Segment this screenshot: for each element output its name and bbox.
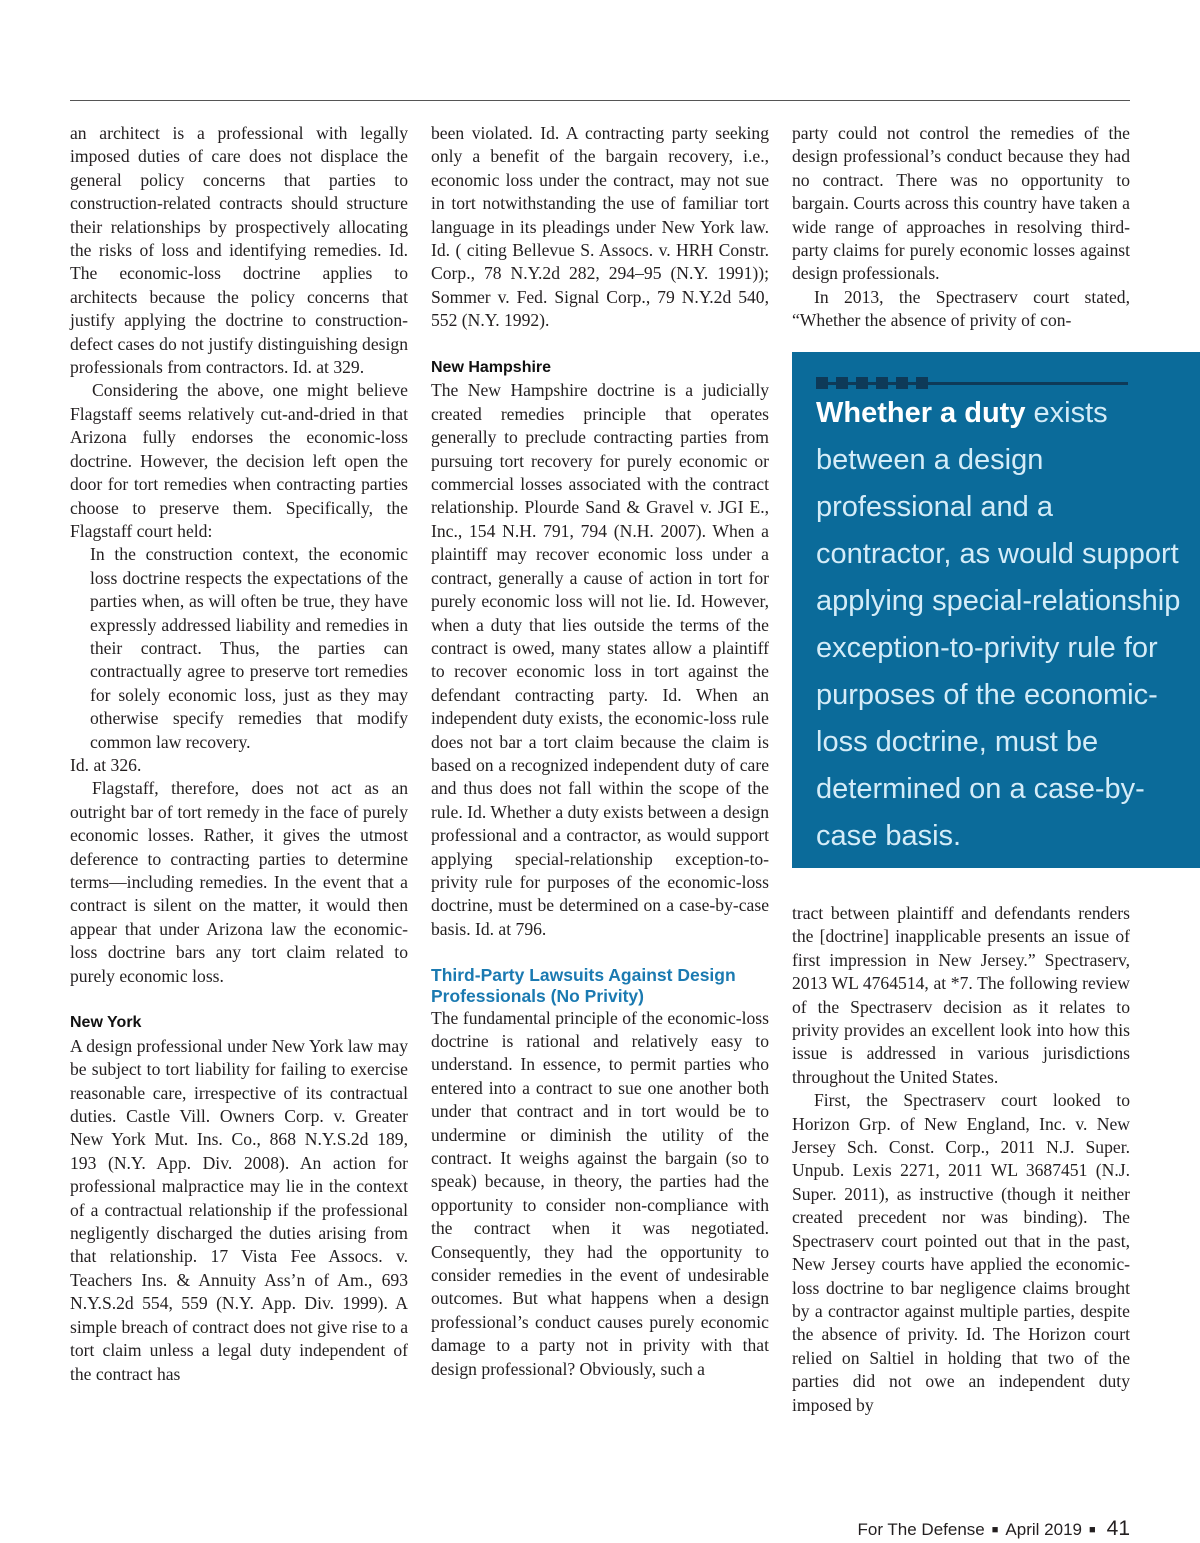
paragraph: been violated. Id. A contracting party seeking only a benefit of the bargain recovery, i.e., economic loss under the contract, may not sue in tort notwithstanding the use of familiar tort language in its pleadings under New York law. Id. ( citing Bellevue S. Assocs. v. HRH Constr. Corp., 78 N.Y.2d 282, 294–95 (N.Y. 1991)); Sommer v. Fed. Signal Corp., 79 N.Y.2d 540, 552 (N.Y. 1992). — [431, 123, 769, 331]
column-3-bottom — [792, 902, 1130, 1417]
bullet-icon: ■ — [991, 1524, 999, 1536]
paragraph: First, the Spectraserv court looked to Horizon Grp. of New England, Inc. v. New Jersey Sch. Const. Corp., 2011 N.J. Super. Unpub. Lexis 2271, 2011 WL 3687451 (N.J. Super. 2011), as instructive (though it neither created precedent nor was binding). The Spectraserv court pointed out that in the past, New Jersey courts have applied the economic-loss doctrine to bar negligence claims brought by a contractor against multiple parties, despite the absence of privity. Id. The Horizon court relied on Saltiel in holding that two of the parties did not owe an independent duty imposed by — [792, 1090, 1130, 1415]
page-footer — [858, 1516, 1131, 1543]
publication-name: For The Defense — [857, 1520, 985, 1539]
paragraph: party could not control the remedies of the design professional’s conduct because they had no contract. There was no opportunity to bargain. Courts across this country have taken a wide range of approaches in resolving third-party claims for purely economic losses against design professionals. — [792, 123, 1130, 284]
pull-quote-body: exists between a design professional and a contractor, as would support applying special-relationship exception-to-privity rule for purposes of the economic-loss doctrine, must be determined on a case-by-case basis. — [816, 397, 1181, 852]
section-heading-new-hampshire: New Hampshire — [431, 359, 552, 377]
page-number: 41 — [1106, 1517, 1130, 1540]
pull-quote-text — [816, 390, 1186, 860]
paragraph: A design professional under New York law may be subject to tort liability for failing to exercise reasonable care, irrespective of its contractual duties. Castle Vill. Owners Corp. v. Greater New York Mut. Ins. Co., 868 N.Y.S.2d 189, 193 (N.Y. App. Div. 2008). An action for professional malpractice may lie in the context of a contractual relationship if the professional negligently discharged the duties arising from that relationship. 17 Vista Fee Assocs. v. Teachers Ins. & Annuity Ass’n of Am., 693 N.Y.S.2d 554, 559 (N.Y. App. Div. 1999). A simple breach of contract does not give rise to a tort claim unless a legal duty independent of the contract has — [70, 1035, 408, 1384]
bullet-icon: ■ — [1088, 1524, 1096, 1536]
pull-quote-emphasis: Whether a duty — [816, 397, 1026, 429]
citation: Id. at 326. — [70, 754, 142, 775]
pull-quote-bar — [816, 377, 1128, 389]
column-1 — [70, 122, 408, 1386]
paragraph: tract between plaintiff and defendants renders the [doctrine] inapplicable presents an issue of first impression in New Jersey.” Spectraserv, 2013 WL 4764514, at *7. The following review of the Spectraserv decision as it relates to privity provides an excellent look into how this issue is addressed in various jurisdictions throughout the United States. — [792, 903, 1130, 1087]
paragraph: an architect is a professional with legally imposed duties of care does not displace the general policy concerns that parties to construction-related contracts should structure their relationships by prospectively allocating the risks of loss and identifying remedies. Id. The economic-loss doctrine applies to architects because the policy concerns that justify applying the doctrine to construction-defect cases do not justify distinguishing design professionals from contractors. Id. at 329. — [70, 123, 408, 378]
issue-date: April 2019 — [1005, 1520, 1082, 1539]
paragraph: In 2013, the Spectraserv court stated, “Whether the absence of privity of con- — [792, 286, 1130, 331]
paragraph: The New Hampshire doctrine is a judicially created remedies principle that operates generally to preclude contracting parties from pursuing tort recovery for purely economic or commercial losses associated with the contract relationship. Plourde Sand & Gravel v. JGI E., Inc., 154 N.H. 791, 794 (N.H. 2007). When a plaintiff may recover economic loss under a contract, generally a cause of action in tort for purely economic loss will not lie. Id. However, when a duty that lies outside the terms of the contract is owed, many states allow a plaintiff to recover economic loss in tort against the defendant contracting party. Id. When an independent duty exists, the economic-loss rule does not bar a tort claim because the claim is based on a recognized independent duty of care and thus does not fall within the scope of the rule. Id. Whether a duty exists between a design professional and a contractor, as would support applying special-relationship exception-to-privity rule for purposes of the economic-loss doctrine, must be determined on a case-by-case basis. Id. at 796. — [431, 380, 769, 939]
paragraph: The fundamental principle of the economic-loss doctrine is rational and relatively easy to understand. In essence, to permit parties who entered into a contract to sue one another both under that contract and in tort would be to undermine or diminish the utility of the contract. It weighs against the bargain (so to speak) because, in theory, the parties had the opportunity to consider non-compliance with the contract when it was negotiated. Consequently, they had the opportunity to consider remedies in the event of undesirable outcomes. But what happens when a design professional’s conduct causes purely economic damage to a party not in privity with that design professional? Obviously, such a — [431, 1007, 769, 1379]
column-2 — [431, 122, 769, 1381]
paragraph: Considering the above, one might believe Flagstaff seems relatively cut-and-dried in that Arizona fully endorses the economic-loss doctrine. However, the decision left open the door for tort remedies when contracting parties choose to preserve them. Specifically, the Flagstaff court held: — [70, 380, 408, 541]
column-3-top — [792, 122, 1130, 333]
paragraph: Flagstaff, therefore, does not act as an outright bar of tort remedy in the face of purely economic losses. Rather, it gives the utmost deference to contracting parties to determine terms—including remedies. In the event that a contract is silent on the matter, it would then appear that under Arizona law the economic-loss doctrine bars any tort claim related to purely economic loss. — [70, 778, 408, 986]
header-rule — [70, 100, 1130, 101]
pull-quote — [792, 352, 1200, 868]
section-heading-new-york: New York — [70, 1014, 142, 1032]
section-heading-third-party: Third-Party Lawsuits Against Design Professionals (No Privity) — [431, 964, 736, 1006]
block-quote: In the construction context, the economic loss doctrine respects the expectations of the parties when, as will often be true, they have expressly addressed liability and remedies in their contract. Thus, the parties can contractually agree to preserve tort remedies for solely economic loss, just as they may otherwise specify remedies that modify common law recovery. — [90, 544, 408, 752]
